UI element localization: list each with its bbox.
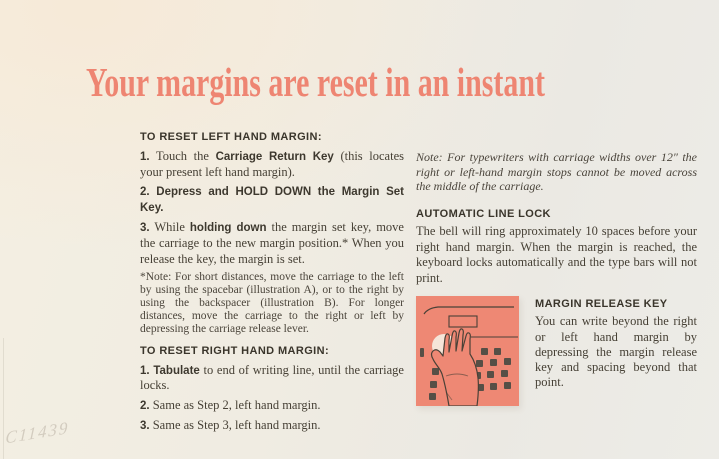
handwritten-code: C11439 (4, 417, 70, 448)
margin-release-illustration (416, 296, 519, 406)
step-bold-text: holding down (189, 222, 267, 235)
step-number: 3. (140, 222, 150, 235)
left-column (140, 131, 404, 437)
carriage-width-note: Note: For typewriters with carriage widths over 12″ the right or left-hand margin stops cannot be moved across the middle of the carriage. (416, 150, 697, 194)
scan-edge-line (3, 338, 4, 459)
step-number: 3. (140, 419, 150, 432)
step-number: 1. (140, 364, 150, 377)
step-bold-text: Tabulate (149, 364, 200, 377)
section-heading-reset-right-margin: TO RESET RIGHT HAND MARGIN: (140, 344, 330, 357)
margin-release-body: You can write beyond the right or left hand margin by depressing the margin release key and spacing beyond that point. (535, 314, 697, 390)
instruction-step-1 (140, 149, 404, 180)
footnote-short-distances: *Note: For short distances, move the carriage to the left by using the spacebar (illustration A), or to the right by using the backspacer (illustration B). For longer distances, move the carriage to the right or left by depressing the carriage release lever. (140, 271, 404, 335)
section-heading-reset-left-margin: TO RESET LEFT HAND MARGIN: (140, 131, 322, 143)
step-text: the margin set key, move the carriage to the new margin position.* When you release the key, the margin is set. (140, 220, 404, 266)
section-heading-automatic-line-lock: AUTOMATIC LINE LOCK (416, 207, 551, 220)
step-text: Touch the (149, 149, 216, 163)
step-number: 2. (140, 399, 150, 412)
step-text: (this locates your present left hand margin). (140, 149, 404, 179)
margin-release-text (535, 296, 697, 390)
instruction-step-r2 (140, 398, 404, 414)
step-text: to end of writing line, until the carriage locks. (140, 362, 404, 393)
instruction-step-r1 (140, 363, 404, 394)
section-heading-margin-release-key: MARGIN RELEASE KEY (535, 298, 668, 311)
instruction-step-3 (140, 220, 404, 267)
margin-release-section (416, 296, 697, 390)
step-bold-text: Carriage Return Key (215, 151, 334, 163)
page-title: Your margins are reset in an instant (86, 59, 545, 105)
step-text: While (149, 220, 190, 235)
step-number: 1. (140, 151, 150, 163)
automatic-line-lock-body: The bell will ring approximately 10 spaces before your right hand margin. When the margin is reached, the keyboard locks automatically and the type bars will not print. (416, 223, 697, 285)
instruction-step-r3 (140, 418, 404, 434)
instruction-step-2 (140, 184, 404, 216)
step-text: Depress and HOLD DOWN the Margin Set Key. (140, 186, 404, 215)
step-number: 2. (140, 186, 150, 199)
step-text: Same as Step 2, left hand margin. (149, 397, 321, 412)
right-column (416, 150, 697, 406)
step-text: Same as Step 3, left hand margin. (149, 417, 321, 432)
